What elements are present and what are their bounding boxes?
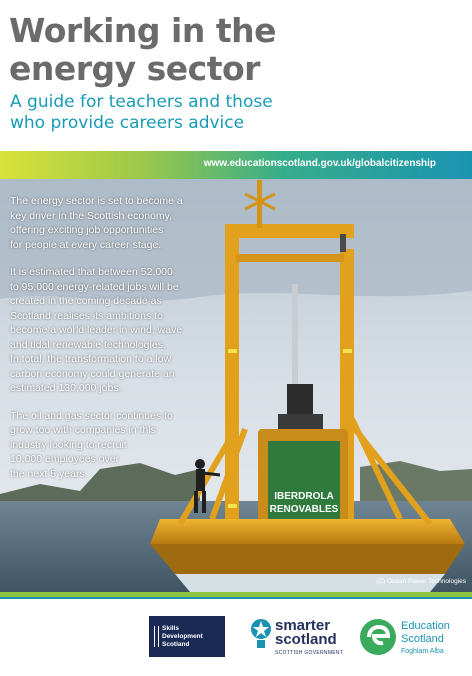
title-line-1: Working in the (9, 11, 276, 50)
education-scotland-e-icon (359, 618, 397, 656)
partner-logos (0, 610, 472, 666)
subtitle-line-2: who provide careers advice (10, 113, 245, 133)
sign-text-2: RENOVABLES (269, 504, 339, 515)
page-subtitle (10, 92, 273, 134)
buoy-hull (150, 544, 465, 574)
education-scotland-logo[interactable] (359, 616, 469, 660)
photo-credit: (C) Ocean Power Technologies (376, 578, 466, 585)
sds-line-3: Scotland (162, 641, 190, 648)
page-title (9, 12, 276, 88)
paragraph-2: It is estimated that between 52,000 to 95,000 energy-related jobs will be created in the coming decade as Scotland realises its ambitions to become a world leader in wind, wave and tidal renewable technologies. In total, the transformation to a low carbon economy could generate an estimated 130,000 jobs. (10, 266, 183, 394)
paragraph-3: The oil and gas sector continues to grow too with companies in this industry looking to recruit 10,000 employees over the next 5 years. (10, 409, 173, 480)
buoy-deck (150, 519, 465, 544)
subtitle-line-1: A guide for teachers and those (10, 92, 273, 112)
skills-development-scotland-logo[interactable] (149, 616, 225, 657)
banner-url-link[interactable]: www.educationscotland.gov.uk/globalcitizenship (203, 158, 436, 169)
sds-mark-icon (154, 626, 159, 647)
smarter-text: smarter (275, 617, 331, 634)
url-banner (0, 151, 472, 179)
sds-line-2: Development (162, 633, 203, 640)
lightbulb-icon (249, 616, 273, 656)
title-line-2: energy sector (9, 49, 260, 88)
paragraph-1: The energy sector is set to become a key driver in the Scottish economy, offering exciting job opportunities for people at every career stage. (10, 195, 183, 251)
scottish-government-text: SCOTTISH GOVERNMENT (275, 650, 344, 656)
footer-divider-teal (0, 597, 472, 599)
intro-text (10, 194, 210, 494)
scotland-text: scotland (275, 631, 337, 648)
scotland-text-es: Scotland (401, 633, 444, 645)
sds-line-1: Skills (162, 625, 179, 632)
smarter-scotland-logo[interactable] (249, 614, 344, 660)
foghlam-alba-text: Foghlam Alba (401, 648, 444, 655)
sign-text-1: IBERDROLA (274, 491, 334, 502)
education-text: Education (401, 620, 450, 632)
